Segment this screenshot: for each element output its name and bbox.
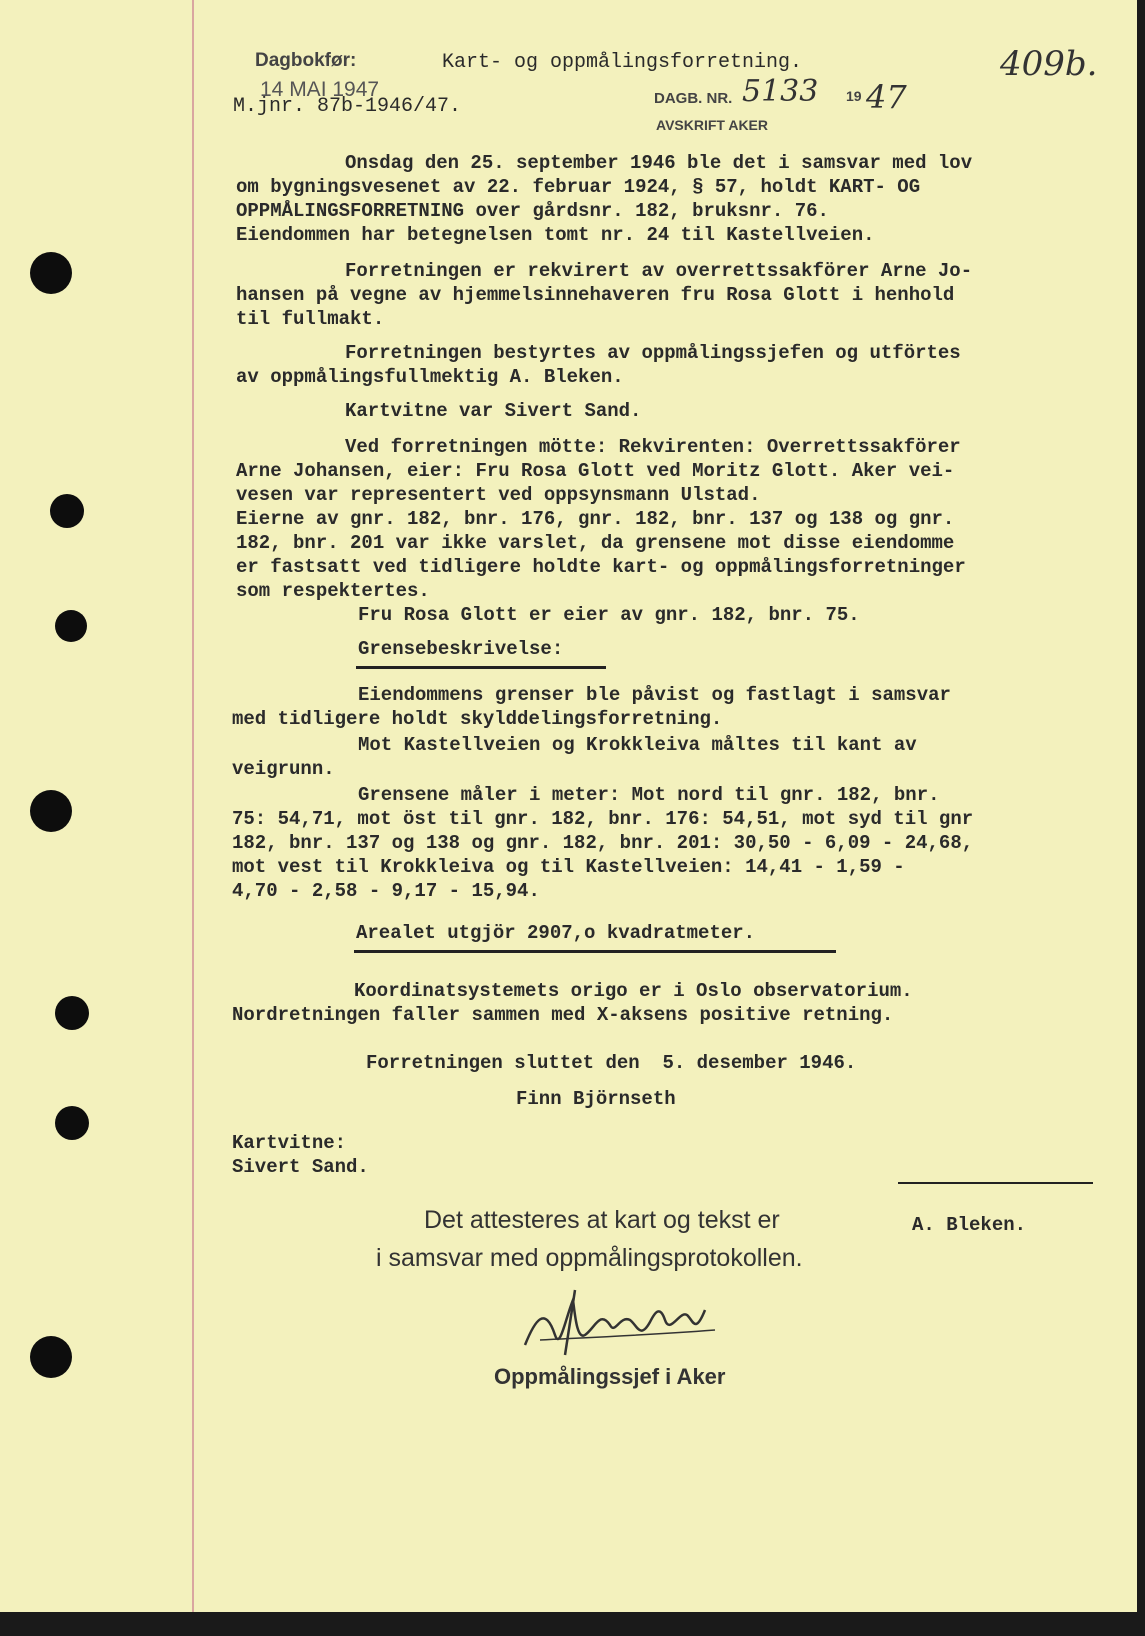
text-line: OPPMÅLINGSFORRETNING over gårdsnr. 182, bruksnr. 76. — [236, 200, 829, 222]
text-line: av oppmålingsfullmektig A. Bleken. — [236, 366, 624, 388]
text-line: Kartvitne var Sivert Sand. — [345, 400, 642, 422]
punch-hole — [30, 1336, 72, 1378]
text-line: som respektertes. — [236, 580, 430, 602]
text-line: Onsdag den 25. september 1946 ble det i samsvar med lov — [345, 152, 973, 174]
margin-line — [192, 0, 194, 1612]
dagb-label: DAGB. NR. — [654, 90, 733, 107]
signer-name: Finn Björnseth — [516, 1088, 676, 1110]
text-line: 182, bnr. 201 var ikke varslet, da grensene mot disse eiendomme — [236, 532, 955, 554]
text-line: Eierne av gnr. 182, bnr. 176, gnr. 182, bnr. 137 og 138 og gnr. — [236, 508, 955, 530]
text-line: Arne Johansen, eier: Fru Rosa Glott ved Moritz Glott. Aker vei- — [236, 460, 955, 482]
text-line: 75: 54,71, mot öst til gnr. 182, bnr. 176: 54,51, mot syd til gnr — [232, 808, 974, 830]
stamp-label: Dagbokfør: — [255, 50, 357, 71]
handwritten-signature — [515, 1280, 725, 1370]
text-line: Eiendommen har betegnelsen tomt nr. 24 til Kastellveien. — [236, 224, 875, 246]
signature-line — [898, 1182, 1093, 1184]
punch-hole — [30, 252, 72, 294]
punch-hole — [55, 610, 87, 642]
heading-underline — [356, 666, 606, 669]
section-heading: Grensebeskrivelse: — [358, 638, 564, 660]
journal-number: M.jnr. 87b-1946/47. — [233, 95, 462, 118]
closing-date: Forretningen sluttet den 5. desember 1946. — [366, 1052, 857, 1074]
witness-name: Sivert Sand. — [232, 1156, 369, 1178]
witness-label: Kartvitne: — [232, 1132, 347, 1154]
dagb-number: 5133 — [742, 74, 819, 109]
punch-hole — [55, 996, 89, 1030]
text-line: hansen på vegne av hjemmelsinnehaveren fru Rosa Glott i henhold — [236, 284, 955, 306]
text-line: Mot Kastellveien og Krokkleiva måltes til kant av — [358, 734, 917, 756]
area-underline — [354, 950, 836, 953]
document-title: Kart- og oppmålingsforretning. — [442, 51, 803, 74]
text-line: veigrunn. — [232, 758, 335, 780]
certification-line-2: i samsvar med oppmålingsprotokollen. — [376, 1244, 803, 1272]
text-line: vesen var representert ved oppsynsmann Ulstad. — [236, 484, 761, 506]
bleken-name: A. Bleken. — [912, 1214, 1027, 1236]
text-line: om bygningsvesenet av 22. februar 1924, § 57, holdt KART- OG — [236, 176, 921, 198]
text-line: Eiendommens grenser ble påvist og fastlagt i samsvar — [358, 684, 951, 706]
text-line: Koordinatsystemets origo er i Oslo observatorium. — [354, 980, 913, 1002]
folio-number: 409b. — [1000, 44, 1098, 84]
text-line: mot vest til Krokkleiva og til Kastellveien: 14,41 - 1,59 - — [232, 856, 905, 878]
text-line: 4,70 - 2,58 - 9,17 - 15,94. — [232, 880, 540, 902]
text-line: Forretningen bestyrtes av oppmålingssjefen og utförtes — [345, 342, 961, 364]
text-line: Grensene måler i meter: Mot nord til gnr. 182, bnr. — [358, 784, 940, 806]
punch-hole — [50, 494, 84, 528]
stamp-date: 14 MAI 1947 — [260, 78, 380, 101]
dagb-year: 47 — [866, 78, 907, 116]
area-statement: Arealet utgjör 2907,o kvadratmeter. — [356, 922, 756, 944]
text-line: Ved forretningen mötte: Rekvirenten: Overrettssakförer — [345, 436, 961, 458]
text-line: til fullmakt. — [236, 308, 385, 330]
text-line: Nordretningen faller sammen med X-aksens positive retning. — [232, 1004, 894, 1026]
punch-hole — [30, 790, 72, 832]
text-line: er fastsatt ved tidligere holdte kart- og oppmålingsforretninger — [236, 556, 966, 578]
punch-hole — [55, 1106, 89, 1140]
text-line: 182, bnr. 137 og 138 og gnr. 182, bnr. 201: 30,50 - 6,09 - 24,68, — [232, 832, 974, 854]
text-line: med tidligere holdt skylddelingsforretning. — [232, 708, 723, 730]
certification-line-1: Det attesteres at kart og tekst er — [424, 1206, 780, 1234]
text-line: Forretningen er rekvirert av overrettssakförer Arne Jo- — [345, 260, 973, 282]
dagb-year-prefix: 19 — [846, 88, 862, 104]
text-line: Fru Rosa Glott er eier av gnr. 182, bnr. 75. — [358, 604, 860, 626]
certification-role: Oppmålingssjef i Aker — [494, 1364, 726, 1389]
avskrift-stamp: AVSKRIFT AKER — [656, 117, 768, 133]
